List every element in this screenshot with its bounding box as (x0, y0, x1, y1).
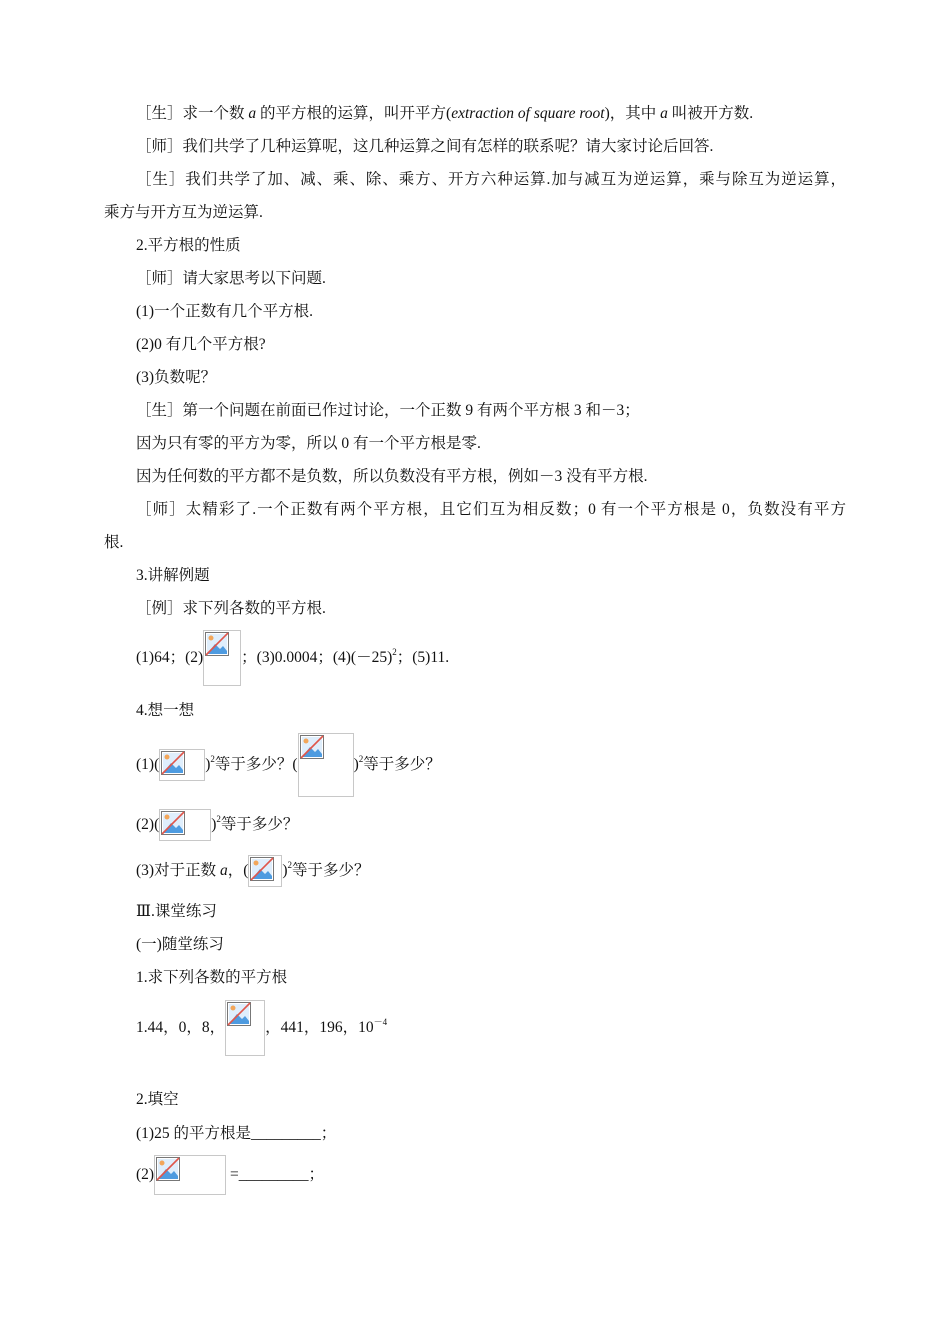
example-line: (1)64；(2) ；(3)0.0004；$(4)(-25)^2$；(5)11. (136, 630, 449, 686)
paragraph-example: ［例］求下列各数的平方根. (136, 600, 326, 617)
question-item: (3)负数呢？ (136, 369, 217, 386)
broken-image-icon (225, 1000, 265, 1056)
fill-in-item: (2) =_________； (136, 1155, 324, 1195)
subsection-heading: (一)随堂练习 (136, 936, 224, 953)
paragraph-student-answer: ［生］求一个数 a 的平方根的运算，叫开平方(extraction of square root)，其中 a 叫被开方数. (136, 105, 754, 122)
paragraph-teacher-prompt: ［师］请大家思考以下问题. (136, 270, 326, 287)
exercise-heading: 1.求下列各数的平方根 (136, 969, 288, 986)
section-heading: 2.平方根的性质 (136, 237, 241, 254)
section-heading: 4.想一想 (136, 702, 195, 719)
paragraph-student-operations: ［生］我们共学了加、减、乘、除、乘方、开方六种运算.加与减互为逆运算，乘与除互为逆运算， (136, 171, 846, 188)
exercise-line: 1.44，0，8， ，441，196，$10^{-4}$ (136, 1000, 387, 1056)
question-item: (2)0 有几个平方根? (136, 336, 266, 353)
paragraph-continuation: 根. (104, 534, 124, 551)
question-item: (1)一个正数有几个平方根. (136, 303, 313, 320)
broken-image-icon (154, 1155, 226, 1195)
paragraph-student-reply: ［生］第一个问题在前面已作过讨论，一个正数 9 有两个平方根 3 和－3； (136, 402, 640, 419)
fill-in-item: (1)25 的平方根是_________； (136, 1125, 337, 1142)
paragraph-text: 因为任何数的平方都不是负数，所以负数没有平方根，例如－3 没有平方根. (136, 468, 648, 485)
broken-image-icon (298, 733, 354, 797)
exercise-heading: 2.填空 (136, 1091, 179, 1108)
think-item: (3)对于正数 a，( )$^2$等于多少？ (136, 855, 370, 887)
paragraph-continuation: 乘方与开方互为逆运算. (104, 204, 263, 221)
broken-image-icon (159, 809, 211, 841)
broken-image-icon (203, 630, 241, 686)
section-heading: Ⅲ.课堂练习 (136, 903, 217, 920)
section-heading: 3.讲解例题 (136, 567, 210, 584)
broken-image-icon (159, 749, 205, 781)
paragraph-teacher-summary: ［师］太精彩了.一个正数有两个平方根，且它们互为相反数；0 有一个平方根是 0，负数没有平方 (136, 501, 846, 518)
broken-image-icon (248, 855, 282, 887)
paragraph-text: 因为只有零的平方为零，所以 0 有一个平方根是零. (136, 435, 481, 452)
paragraph-teacher-question: ［师］我们共学了几种运算呢，这几种运算之间有怎样的联系呢？请大家讨论后回答. (136, 138, 714, 155)
think-item: (2)( )$^2$等于多少？ (136, 809, 298, 841)
think-item: (1)( )$^2$等于多少？( )$^2$等于多少？ (136, 733, 441, 797)
